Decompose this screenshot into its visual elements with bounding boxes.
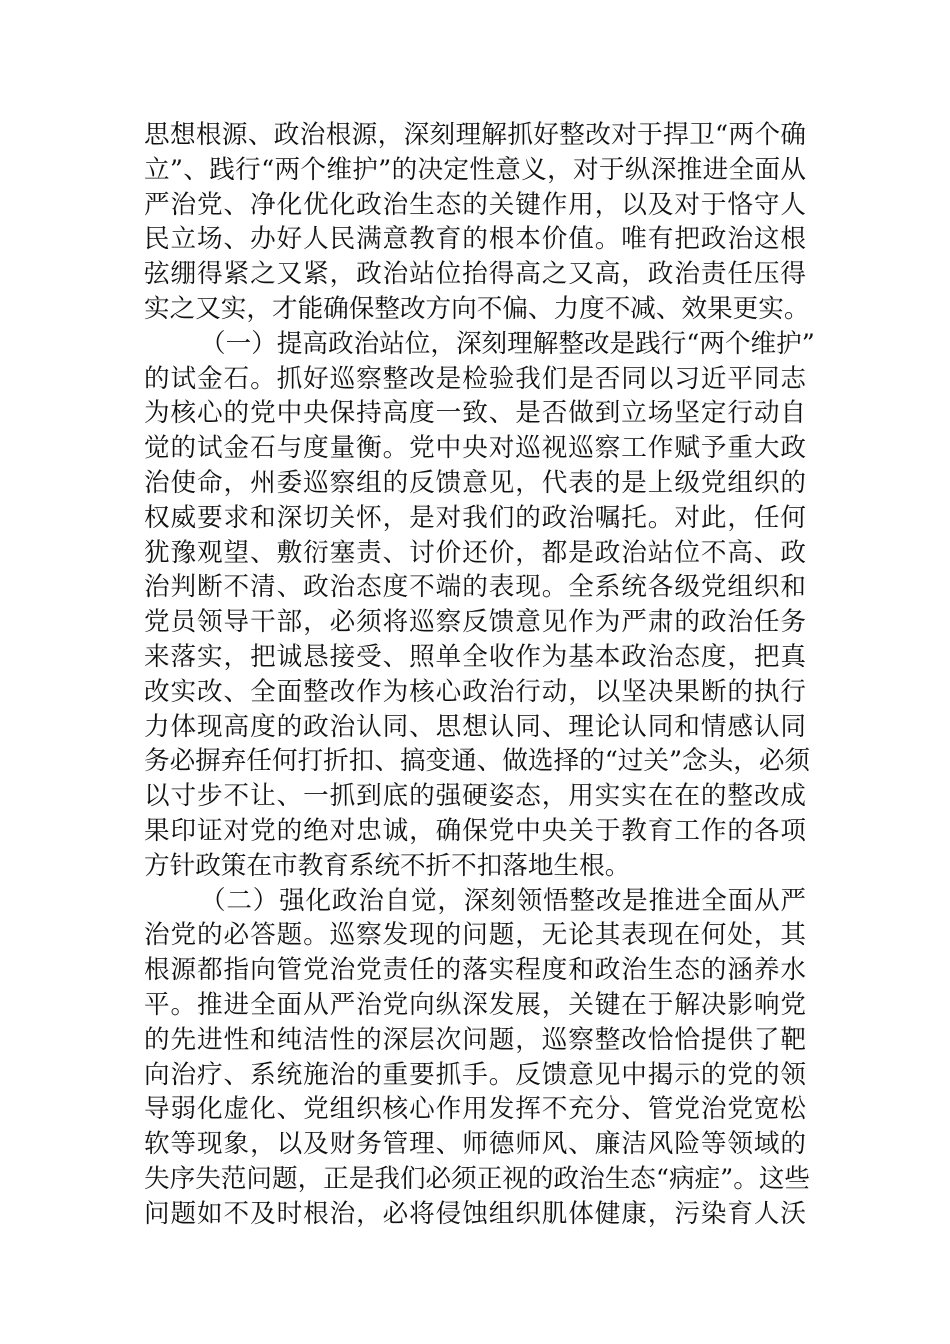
text-line: 根源都指向管党治党责任的落实程度和政治生态的涵养水 [144,955,806,986]
text-line: 方针政策在市教育系统不折不扣落地生根。 [144,850,631,881]
text-line: 向治疗、系统施治的重要抓手。反馈意见中揭示的党的领 [144,1059,806,1090]
text-line: 平。推进全面从严治党向纵深发展，关键在于解决影响党 [144,989,806,1020]
text-line: 立”、践行“两个维护”的决定性意义，对于纵深推进全面从 [144,154,806,185]
document-page [144,118,815,1232]
text-line: 思想根源、政治根源，深刻理解抓好整改对于捍卫“两个确 [144,120,806,150]
text-line: 改实改、全面整改作为核心政治行动，以坚决果断的执行 [144,676,806,707]
text-line: 民立场、办好人民满意教育的根本价值。唯有把政治这根 [144,224,806,255]
text-line: 力体现高度的政治认同、思想认同、理论认同和情感认同 [144,711,806,742]
text-line: 治判断不清、政治态度不端的表现。全系统各级党组织和 [144,572,806,603]
text-line: 党员领导干部，必须将巡察反馈意见作为严肃的政治任务 [144,607,806,638]
text-line: 的试金石。抓好巡察整改是检验我们是否同以习近平同志 [144,363,806,394]
text-line: 实之又实，才能确保整改方向不偏、力度不减、效果更实。 [144,293,810,324]
text-line: 觉的试金石与度量衡。党中央对巡视巡察工作赋予重大政 [144,433,806,464]
text-line: 软等现象，以及财务管理、师德师风、廉洁风险等领域的 [144,1129,806,1160]
text-line: 弦绷得紧之又紧，政治站位抬得高之又高，政治责任压得 [144,259,806,290]
text-line: 以寸步不让、一抓到底的强硬姿态，用实实在在的整改成 [144,781,806,812]
text-line: 权威要求和深切关怀，是对我们的政治嘱托。对此，任何 [144,502,806,533]
text-line: 犹豫观望、敷衍塞责、讨价还价，都是政治站位不高、政 [144,537,806,568]
section-heading-line: （一）提高政治站位，深刻理解整改是践行“两个维护” [200,328,815,359]
text-line: 为核心的党中央保持高度一致、是否做到立场坚定行动自 [144,398,806,429]
section-heading-line: （二）强化政治自觉，深刻领悟整改是推进全面从严 [200,885,806,916]
text-line: 治使命，州委巡察组的反馈意见，代表的是上级党组织的 [144,467,806,498]
text-line: 务必摒弃任何打折扣、搞变通、做选择的“过关”念头，必须 [144,746,811,777]
text-line: 导弱化虚化、党组织核心作用发挥不充分、管党治党宽松 [144,1094,806,1125]
text-line: 严治党、净化优化政治生态的关键作用，以及对于恪守人 [144,189,806,220]
text-line: 来落实，把诚恳接受、照单全收作为基本政治态度，把真 [144,641,806,672]
text-line: 失序失范问题，正是我们必须正视的政治生态“病症”。这些 [144,1163,811,1194]
text-line: 治党的必答题。巡察发现的问题，无论其表现在何处，其 [144,920,806,951]
text-line: 的先进性和纯洁性的深层次问题，巡察整改恰恰提供了靶 [144,1024,806,1055]
text-line: 问题如不及时根治，必将侵蚀组织肌体健康，污染育人沃 [144,1198,806,1229]
text-line: 果印证对党的绝对忠诚，确保党中央关于教育工作的各项 [144,815,806,846]
